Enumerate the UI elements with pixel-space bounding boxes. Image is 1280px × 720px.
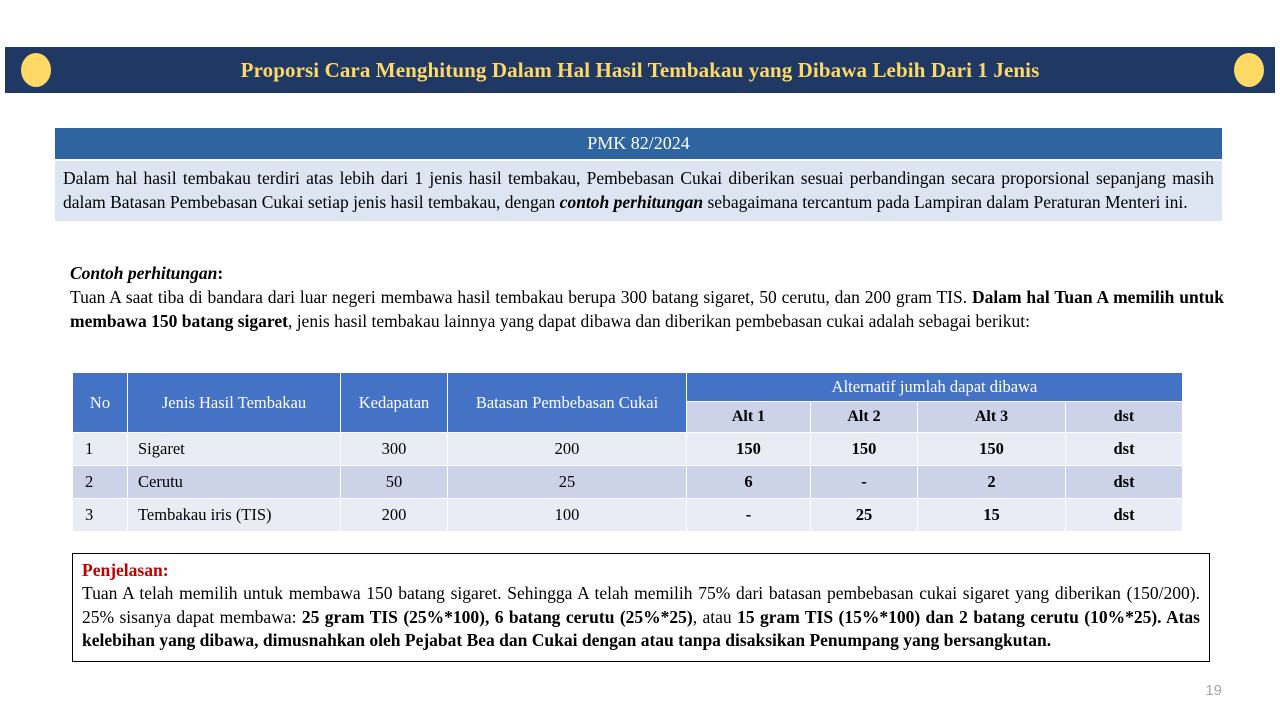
cell-no: 1 xyxy=(73,433,128,466)
cell-alt-2: 150 xyxy=(811,433,918,466)
cell-dst: dst xyxy=(1066,433,1183,466)
regulation-text-part-2: sebagaimana tercantum pada Lampiran dalam Peraturan Menteri ini. xyxy=(703,192,1188,212)
column-header-alt-2: Alt 2 xyxy=(811,402,918,433)
regulation-body-box xyxy=(55,161,1222,221)
regulation-text-part-1: contoh perhitungan xyxy=(559,192,704,212)
example-text-part-2: , jenis hasil tembakau lainnya yang dapat dibawa dan diberikan pembebasan cukai adalah sebagai berikut: xyxy=(287,310,1030,331)
table-row xyxy=(73,466,1183,499)
cell-kedapatan: 300 xyxy=(341,433,448,466)
regulation-body-text xyxy=(63,166,1214,214)
page-title: Proporsi Cara Menghitung Dalam Hal Hasil Tembakau yang Dibawa Lebih Dari 1 Jenis xyxy=(240,57,1040,82)
table-row xyxy=(73,433,1183,466)
banner-dot-left-icon xyxy=(21,53,51,87)
column-header-dst: dst xyxy=(1066,402,1183,433)
column-header-kedapatan: Kedapatan xyxy=(341,373,448,433)
column-header-jenis: Jenis Hasil Tembakau xyxy=(128,373,341,433)
cell-jenis: Tembakau iris (TIS) xyxy=(128,499,341,532)
regulation-header-bar xyxy=(55,128,1222,159)
penjelasan-text-part-1: 25 gram TIS (25%*100), 6 batang cerutu (25%*25) xyxy=(301,606,693,627)
cell-jenis: Sigaret xyxy=(128,433,341,466)
penjelasan-text-part-3: 15 gram TIS (15%*100) dan 2 batang cerutu (10%*25). Atas kelebihan yang dibawa, dimusnahkan oleh Pejabat Bea dan Cukai dengan atau tanpa disaksikan Penumpang yang bersangkutan. xyxy=(82,606,1200,650)
cell-kedapatan: 200 xyxy=(341,499,448,532)
regulation-header-label: PMK 82/2024 xyxy=(587,133,690,153)
column-header-no: No xyxy=(73,373,128,433)
tobacco-allowance-table xyxy=(72,372,1183,532)
cell-alt-3: 15 xyxy=(918,499,1066,532)
penjelasan-box xyxy=(72,553,1210,662)
column-header-alt-1: Alt 1 xyxy=(687,402,811,433)
example-heading xyxy=(70,263,223,284)
cell-alt-3: 150 xyxy=(918,433,1066,466)
banner-dot-right-icon xyxy=(1234,53,1264,87)
cell-alt-3: 2 xyxy=(918,466,1066,499)
penjelasan-text-part-0: Tuan A telah memilih untuk membawa 150 batang sigaret. Sehingga A telah memilih 75% dari batasan pembebasan cukai sigaret yang diberikan (150/200). 25% sisanya dapat membawa: xyxy=(82,583,1200,627)
example-heading-colon: : xyxy=(217,263,224,283)
example-text-part-1: Dalam hal Tuan A memilih untuk membawa 150 batang sigaret xyxy=(70,287,1224,331)
cell-batasan: 25 xyxy=(448,466,687,499)
column-group-header-alternatif: Alternatif jumlah dapat dibawa xyxy=(687,373,1183,402)
slide-title-banner xyxy=(5,47,1275,93)
example-heading-label: Contoh perhitungan xyxy=(70,263,218,283)
cell-no: 2 xyxy=(73,466,128,499)
cell-jenis: Cerutu xyxy=(128,466,341,499)
cell-dst: dst xyxy=(1066,499,1183,532)
table-head xyxy=(73,373,1183,433)
cell-alt-2: - xyxy=(811,466,918,499)
cell-alt-1: 6 xyxy=(687,466,811,499)
table-header-row-1 xyxy=(73,373,1183,402)
table-body xyxy=(73,433,1183,532)
regulation-text-part-0: Dalam hal hasil tembakau terdiri atas lebih dari 1 jenis hasil tembakau, Pembebasan Cukai diberikan sesuai perbandingan secara proporsional sepanjang masih dalam Batasan Pembebasan Cukai setiap jenis hasil tembakau, dengan xyxy=(63,168,1214,212)
cell-kedapatan: 50 xyxy=(341,466,448,499)
penjelasan-title: Penjelasan: xyxy=(82,560,169,580)
cell-alt-2: 25 xyxy=(811,499,918,532)
column-header-batasan: Batasan Pembebasan Cukai xyxy=(448,373,687,433)
cell-batasan: 200 xyxy=(448,433,687,466)
page-number: 19 xyxy=(1205,682,1222,699)
cell-batasan: 100 xyxy=(448,499,687,532)
cell-no: 3 xyxy=(73,499,128,532)
column-header-alt-3: Alt 3 xyxy=(918,402,1066,433)
table-row xyxy=(73,499,1183,532)
cell-alt-1: 150 xyxy=(687,433,811,466)
cell-dst: dst xyxy=(1066,466,1183,499)
penjelasan-body-text xyxy=(82,582,1200,653)
cell-alt-1: - xyxy=(687,499,811,532)
example-body-text xyxy=(70,286,1224,333)
penjelasan-text-part-2: , atau xyxy=(692,606,738,627)
example-text-part-0: Tuan A saat tiba di bandara dari luar negeri membawa hasil tembakau berupa 300 batang sigaret, 50 cerutu, dan 200 gram TIS. xyxy=(70,287,972,307)
